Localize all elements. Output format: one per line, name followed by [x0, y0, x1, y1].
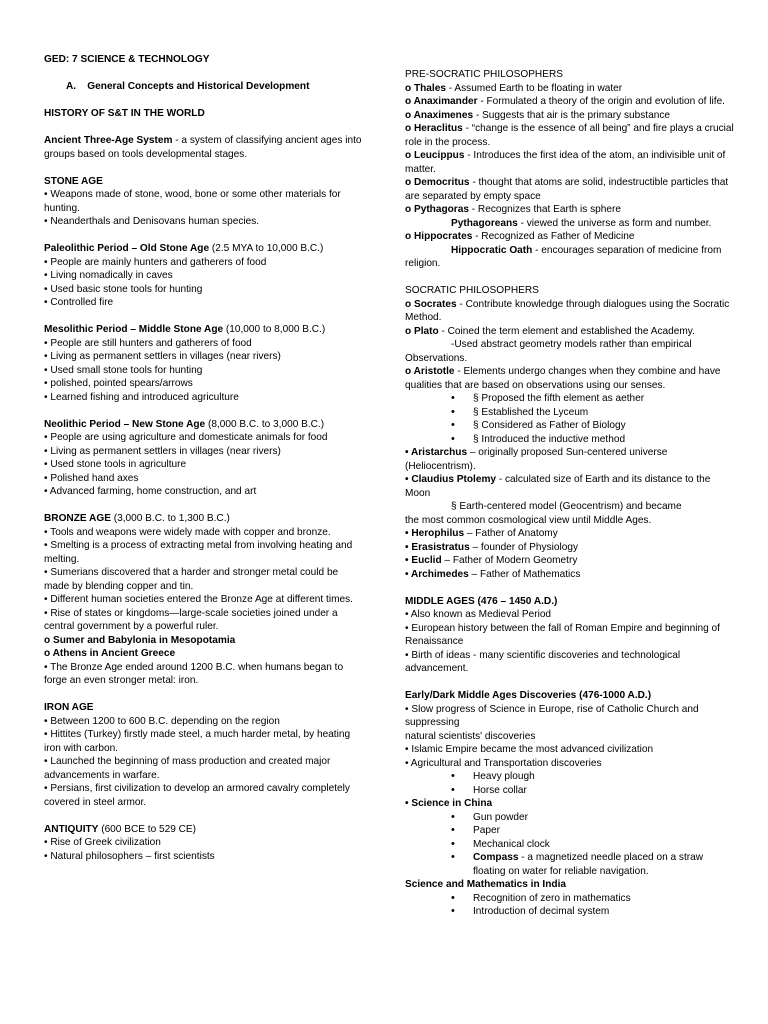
list-item: • People are using agriculture and domesticate animals for food — [44, 432, 328, 443]
list-item: o Aristotle - Elements undergo changes when they combine and have qualities that are based on observations using our senses. — [405, 366, 721, 391]
list-item: • § Established the Lyceum — [405, 406, 735, 420]
list-item: • Herophilus – Father of Anatomy — [405, 528, 558, 539]
list-item: • Used small stone tools for hunting — [44, 364, 203, 376]
list-item: • People are still hunters and gatherers of food — [44, 337, 252, 349]
list-item: the most common cosmological view until Middle Ages. — [405, 514, 652, 526]
list-item: o Sumer and Babylonia in Mesopotamia — [44, 634, 236, 646]
list-item: • Between 1200 to 600 B.C. depending on the region — [44, 715, 280, 727]
list-item: • Neanderthals and Denisovans human species. — [44, 216, 260, 227]
list-item: • Rise of Greek civilization — [44, 837, 161, 848]
list-item: • Also known as Medieval Period — [405, 609, 552, 620]
list-item: natural scientists' discoveries — [405, 730, 536, 742]
stone-age-heading: STONE AGE — [44, 175, 103, 187]
list-item: -Used abstract geometry models rather than empirical Observations. — [405, 339, 692, 364]
list-item: • Used basic stone tools for hunting — [44, 283, 203, 295]
list-item: o Democritus - thought that atoms are solid, indestructible particles that are separated by empty space — [405, 177, 729, 202]
list-item: • § Introduced the inductive method — [405, 433, 735, 447]
list-item: • Hittites (Turkey) firstly made steel, a much harder metal, by heating iron with carbon. — [44, 729, 351, 754]
list-item: • Archimedes – Father of Mathematics — [405, 568, 581, 580]
india-heading: Science and Mathematics in India — [405, 879, 566, 890]
list-item: • Smelting is a process of extracting metal from involving heating and melting. — [44, 540, 353, 565]
list-item: • Agricultural and Transportation discoveries — [405, 757, 602, 769]
iron-age-heading: IRON AGE — [44, 702, 94, 713]
list-item: • Sumerians discovered that a harder and stronger metal could be made by blending copper and tin. — [44, 567, 339, 592]
list-item: Pythagoreans - viewed the universe as form and number. — [451, 217, 712, 229]
list-item: • Islamic Empire became the most advanced civilization — [405, 744, 654, 755]
list-item: • Introduction of decimal system — [405, 905, 735, 919]
list-item: • Living as permanent settlers in villages (near rivers) — [44, 445, 281, 457]
list-item: o Anaximander - Formulated a theory of the origin and evolution of life. — [405, 96, 725, 107]
list-item: • Tools and weapons were widely made with copper and bronze. — [44, 526, 331, 538]
list-item: • Polished hand axes — [44, 472, 139, 484]
list-item: • The Bronze Age ended around 1200 B.C. when humans began to forge an even stronger metal: iron. — [44, 661, 344, 686]
history-heading: HISTORY OF S&T IN THE WORLD — [44, 108, 205, 119]
list-item: • Mechanical clock — [405, 838, 735, 852]
list-item: o Anaximenes - Suggests that air is the primary substance — [405, 109, 670, 121]
list-item: • European history between the fall of Roman Empire and beginning of Renaissance — [405, 622, 720, 647]
section-heading: A. General Concepts and Historical Development — [66, 81, 310, 92]
list-item: • § Considered as Father of Biology — [405, 419, 735, 433]
list-item: • Heavy plough — [405, 770, 735, 784]
list-item: o Heraclitus - “change is the essence of all being” and fire plays a crucial role in the process. — [405, 123, 734, 148]
document-title: GED: 7 SCIENCE & TECHNOLOGY — [44, 54, 210, 65]
list-item: • Launched the beginning of mass production and created major advancements in warfare. — [44, 756, 331, 781]
neolithic-heading: Neolithic Period – New Stone Age (8,000 B.C. to 3,000 B.C.) — [44, 418, 325, 430]
list-item: • Compass - a magnetized needle placed on a straw floating on water for reliable navigation. — [405, 851, 735, 878]
early-middle-ages-heading: Early/Dark Middle Ages Discoveries (476-1000 A.D.) — [405, 690, 652, 701]
list-item: o Plato - Coined the term element and established the Academy. — [405, 325, 695, 337]
list-item: • Euclid – Father of Modern Geometry — [405, 555, 578, 566]
list-item: • Living nomadically in caves — [44, 270, 173, 281]
list-item: • Horse collar — [405, 784, 735, 798]
right-column — [405, 0, 735, 919]
paleolithic-heading: Paleolithic Period – Old Stone Age (2.5 MYA to 10,000 B.C.) — [44, 243, 324, 254]
list-item: • Persians, first civilization to develop an armored cavalry completely covered in steel armor. — [44, 783, 350, 808]
list-item: • Controlled fire — [44, 297, 114, 308]
list-item: • Gun powder — [405, 811, 735, 825]
list-item: • Erasistratus – founder of Physiology — [405, 541, 578, 553]
socratic-heading: SOCRATIC PHILOSOPHERS — [405, 285, 539, 296]
list-item: • Learned fishing and introduced agriculture — [44, 391, 239, 403]
list-item: • Paper — [405, 824, 735, 838]
list-item: • § Proposed the fifth element as aether — [405, 392, 735, 406]
mesolithic-heading: Mesolithic Period – Middle Stone Age (10,000 to 8,000 B.C.) — [44, 324, 326, 335]
list-item: • Natural philosophers – first scientists — [44, 850, 215, 862]
list-item: • People are mainly hunters and gatherers of food — [44, 256, 267, 268]
list-item: o Leucippus - Introduces the first idea of the atom, an indivisible unit of matter. — [405, 150, 726, 175]
middle-ages-heading: MIDDLE AGES (476 – 1450 A.D.) — [405, 595, 558, 607]
list-item: • Birth of ideas - many scientific discoveries and technological advancement. — [405, 649, 681, 674]
antiquity-heading: ANTIQUITY (600 BCE to 529 CE) — [44, 823, 197, 835]
list-item: • Rise of states or kingdoms—large-scale societies joined under a central government by a powerful ruler. — [44, 607, 338, 632]
list-item: o Athens in Ancient Greece — [44, 648, 176, 659]
bronze-age-heading: BRONZE AGE (3,000 B.C. to 1,300 B.C.) — [44, 513, 230, 524]
list-item: Hippocratic Oath - encourages separation of medicine from religion. — [405, 244, 722, 269]
list-item: o Pythagoras - Recognizes that Earth is sphere — [405, 204, 621, 215]
list-item: • Living as permanent settlers in villages (near rivers) — [44, 351, 281, 362]
list-item: • Claudius Ptolemy - calculated size of Earth and its distance to the Moon — [405, 474, 711, 499]
list-item: • Aristarchus – originally proposed Sun-centered universe (Heliocentrism). — [405, 447, 668, 472]
china-heading: • Science in China — [405, 798, 493, 809]
list-item: • Weapons made of stone, wood, bone or some other materials for hunting. — [44, 189, 341, 214]
list-item: • Advanced farming, home construction, and art — [44, 486, 257, 497]
list-item: • Used stone tools in agriculture — [44, 459, 187, 470]
list-item: o Thales - Assumed Earth to be floating in water — [405, 82, 623, 94]
list-item: • Different human societies entered the Bronze Age at different times. — [44, 594, 353, 605]
list-item: o Socrates - Contribute knowledge through dialogues using the Socratic Method. — [405, 298, 730, 323]
list-item: • polished, pointed spears/arrows — [44, 378, 193, 389]
three-age-system: Ancient Three-Age System - a system of classifying ancient ages into groups based on tools developmental stages. — [44, 135, 362, 160]
list-item: § Earth-centered model (Geocentrism) and became — [451, 501, 682, 512]
presocratic-heading: PRE-SOCRATIC PHILOSOPHERS — [405, 69, 563, 80]
list-item: • Recognition of zero in mathematics — [405, 892, 735, 906]
list-item: o Hippocrates - Recognized as Father of Medicine — [405, 231, 635, 242]
list-item: • Slow progress of Science in Europe, rise of Catholic Church and suppressing — [405, 703, 699, 728]
left-column — [44, 0, 366, 863]
